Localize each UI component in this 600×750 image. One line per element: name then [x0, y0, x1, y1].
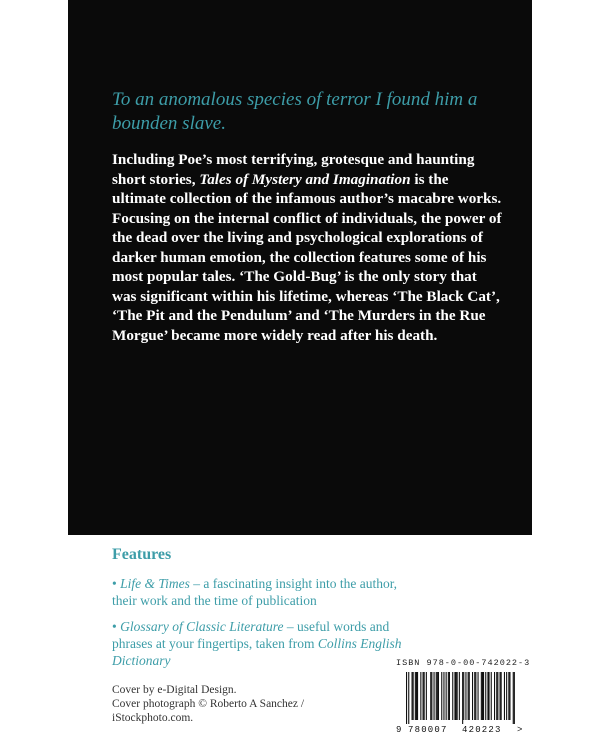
- barcode-bar: [438, 672, 439, 720]
- barcode-bar: [500, 672, 501, 720]
- barcode-bar: [434, 672, 435, 720]
- blurb-part-1: Including Poe’s most terrifying, grotesque and haunting short stories,: [112, 151, 475, 188]
- blurb-book-title: Tales of Mystery and Imagination: [199, 170, 411, 188]
- barcode-arrow: >: [517, 725, 523, 734]
- barcode-bar: [443, 672, 444, 720]
- barcode-bar: [408, 672, 409, 724]
- barcode-bar: [424, 672, 425, 720]
- barcode-bar: [423, 672, 424, 720]
- barcode-bar: [457, 672, 458, 720]
- barcode-bar: [487, 672, 488, 720]
- barcode-bar: [501, 672, 502, 720]
- barcode-bar: [416, 672, 417, 720]
- barcode-bar: [463, 672, 464, 720]
- barcode-bars: [406, 672, 515, 724]
- barcode-bar: [446, 672, 447, 720]
- barcode-bar: [496, 672, 497, 720]
- barcode-digits-left: 780007: [408, 725, 448, 734]
- features-heading: Features: [112, 546, 172, 563]
- barcode-bar: [449, 672, 450, 720]
- barcode-bar: [412, 672, 413, 720]
- barcode-bar: [426, 672, 427, 720]
- isbn-barcode: [396, 670, 526, 734]
- barcode-bar: [431, 672, 432, 720]
- barcode-bar: [472, 672, 473, 720]
- barcode-bar: [415, 672, 416, 720]
- barcode-bar: [413, 672, 414, 720]
- feature-text: – a fascinating insight into the author, their work and the time of publication: [112, 576, 398, 608]
- barcode-bar: [478, 672, 479, 720]
- barcode-bar: [437, 672, 438, 720]
- barcode-bar: [454, 672, 455, 720]
- bullet: •: [112, 619, 117, 634]
- barcode-bar: [482, 672, 483, 720]
- feature-source: Collins English Dictionary: [112, 636, 402, 668]
- credit-photo: Cover photograph © Roberto A Sanchez / iStockphoto.com.: [112, 698, 305, 724]
- barcode-bar: [506, 672, 507, 720]
- barcode-bar: [417, 672, 418, 720]
- barcode-bar: [504, 672, 505, 720]
- book-blurb: [112, 150, 502, 345]
- barcode-bar: [514, 672, 515, 724]
- barcode-bar: [509, 672, 510, 720]
- barcode-bar: [436, 672, 437, 720]
- barcode-bar: [456, 672, 457, 720]
- epigraph-quote: To an anomalous species of terror I found him a bounden slave.: [112, 89, 478, 134]
- barcode-bar: [508, 672, 509, 720]
- barcode-bar: [491, 672, 492, 720]
- barcode-bar: [441, 672, 442, 720]
- barcode-bar: [430, 672, 431, 720]
- blurb-part-2: is the ultimate collection of the infamous author’s macabre works. Focusing on the internal conflict of individuals, the power of the dead over the living and psychological explorations of darker human emotion, the collection features some of his most popular tales. ‘The Gold-Bug’ is the only story that was significant within his lifetime, whereas ‘The Black Cat’, ‘The Pit and the Pendulum’ and ‘The Murders in the Rue Morgue’ became more widely read after his death.: [112, 170, 502, 344]
- barcode-bar: [474, 672, 475, 720]
- credit-design: Cover by e-Digital Design.: [112, 684, 237, 696]
- barcode-bar: [462, 672, 463, 724]
- feature-text: – useful words and phrases at your fingertips, taken from: [112, 619, 390, 651]
- barcode-bar: [459, 672, 460, 720]
- barcode-digit-first: 9: [396, 725, 402, 734]
- feature-item-life-times: [112, 575, 402, 609]
- barcode-bar: [475, 672, 476, 720]
- isbn-label: ISBN 978-0-00-742022-3: [396, 658, 531, 668]
- barcode-bar: [406, 672, 407, 724]
- barcode-bar: [448, 672, 449, 720]
- barcode-bar: [465, 672, 466, 720]
- barcode-bar: [481, 672, 482, 720]
- barcode-bar: [483, 672, 484, 720]
- barcode-bar: [485, 672, 486, 720]
- feature-item-glossary: [112, 618, 402, 669]
- barcode-bar: [452, 672, 453, 720]
- barcode-bar: [513, 672, 514, 724]
- barcode-bar: [489, 672, 490, 720]
- barcode-bar: [497, 672, 498, 720]
- bullet: •: [112, 576, 117, 591]
- barcode-bar: [469, 672, 470, 720]
- barcode-bar: [494, 672, 495, 720]
- barcode-bar: [468, 672, 469, 720]
- barcode-bar: [420, 672, 421, 720]
- barcode-digits-right: 420223: [462, 725, 502, 734]
- feature-name: Glossary of Classic Literature: [120, 619, 284, 634]
- feature-name: Life & Times: [120, 576, 190, 591]
- cover-credits: [112, 683, 342, 725]
